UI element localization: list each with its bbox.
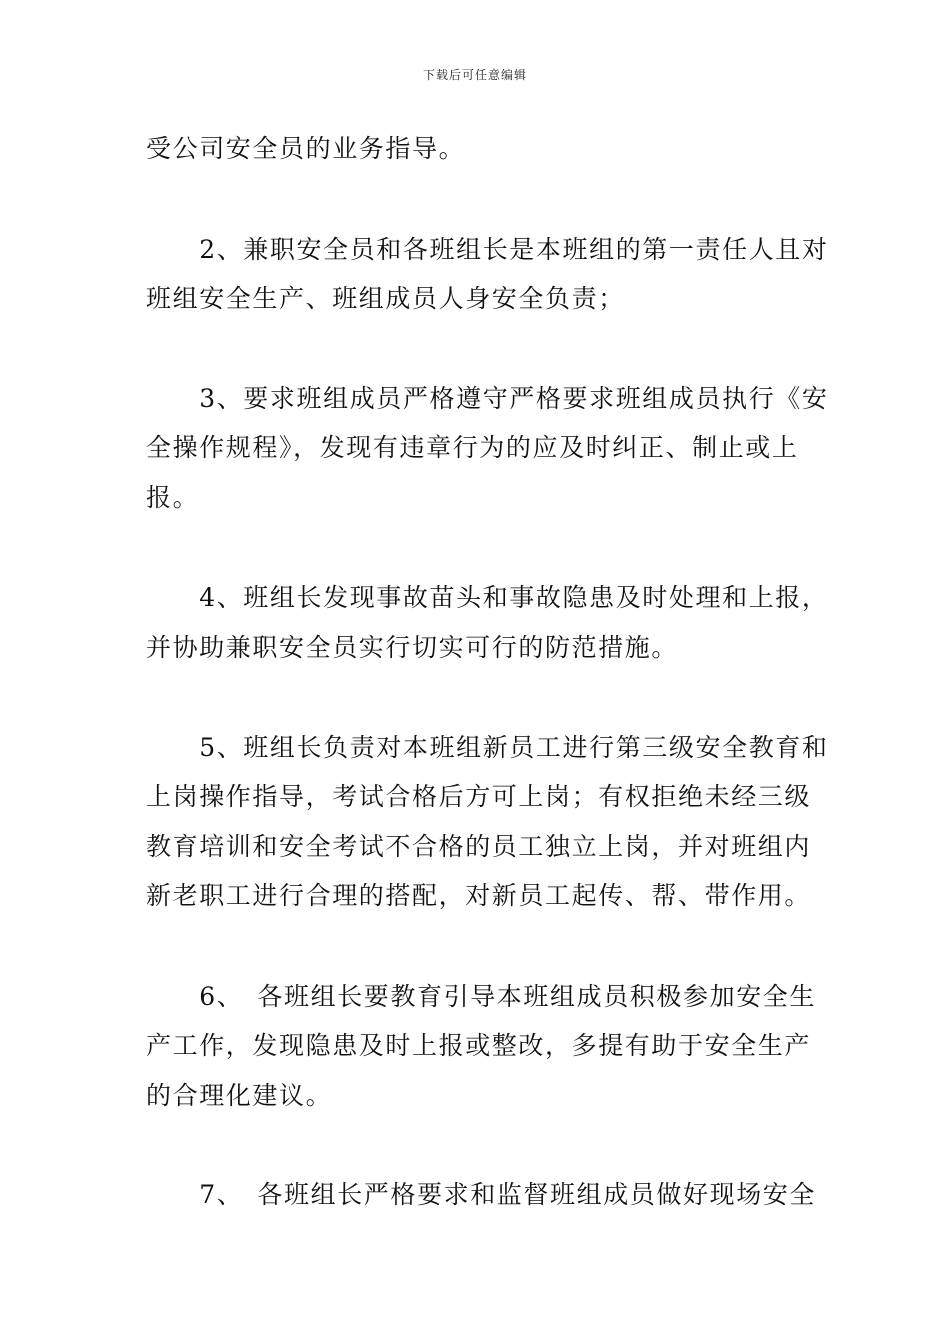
text-line: 4、班组长发现事故苗头和事故隐患及时处理和上报， [146, 583, 829, 612]
text-line: 并协助兼职安全员实行切实可行的防范措施。 [146, 633, 679, 662]
text-line: 3、要求班组成员严格遵守严格要求班组成员执行《安 [146, 384, 829, 413]
text-line: 全操作规程》，发现有违章行为的应及时纠正、制止或上 [146, 433, 799, 462]
text-line: 班组安全生产、班组成员人身安全负责； [146, 284, 625, 313]
text-line: 教育培训和安全考试不合格的员工独立上岗，并对班组内 [146, 832, 812, 861]
text-line: 5、班组长负责对本班组新员工进行第三级安全教育和 [146, 733, 829, 762]
text-line: 的合理化建议。 [146, 1081, 333, 1110]
text-line: 产工作，发现隐患及时上报或整改，多提有助于安全生产 [146, 1031, 812, 1060]
text-line: 7、 各班组长严格要求和监督班组成员做好现场安全 [146, 1180, 817, 1209]
header-note: 下载后可任意编辑 [422, 68, 527, 82]
text-line: 新老职工进行合理的搭配，对新员工起传、帮、带作用。 [146, 881, 812, 910]
text-line: 6、 各班组长要教育引导本班组成员积极参加安全生 [146, 982, 817, 1011]
text-line: 报。 [146, 483, 200, 512]
text-line: 受公司安全员的业务指导。 [146, 134, 466, 163]
text-line: 上岗操作指导，考试合格后方可上岗；有权拒绝未经三级 [146, 782, 812, 811]
text-line: 2、兼职安全员和各班组长是本班组的第一责任人且对 [146, 235, 829, 264]
